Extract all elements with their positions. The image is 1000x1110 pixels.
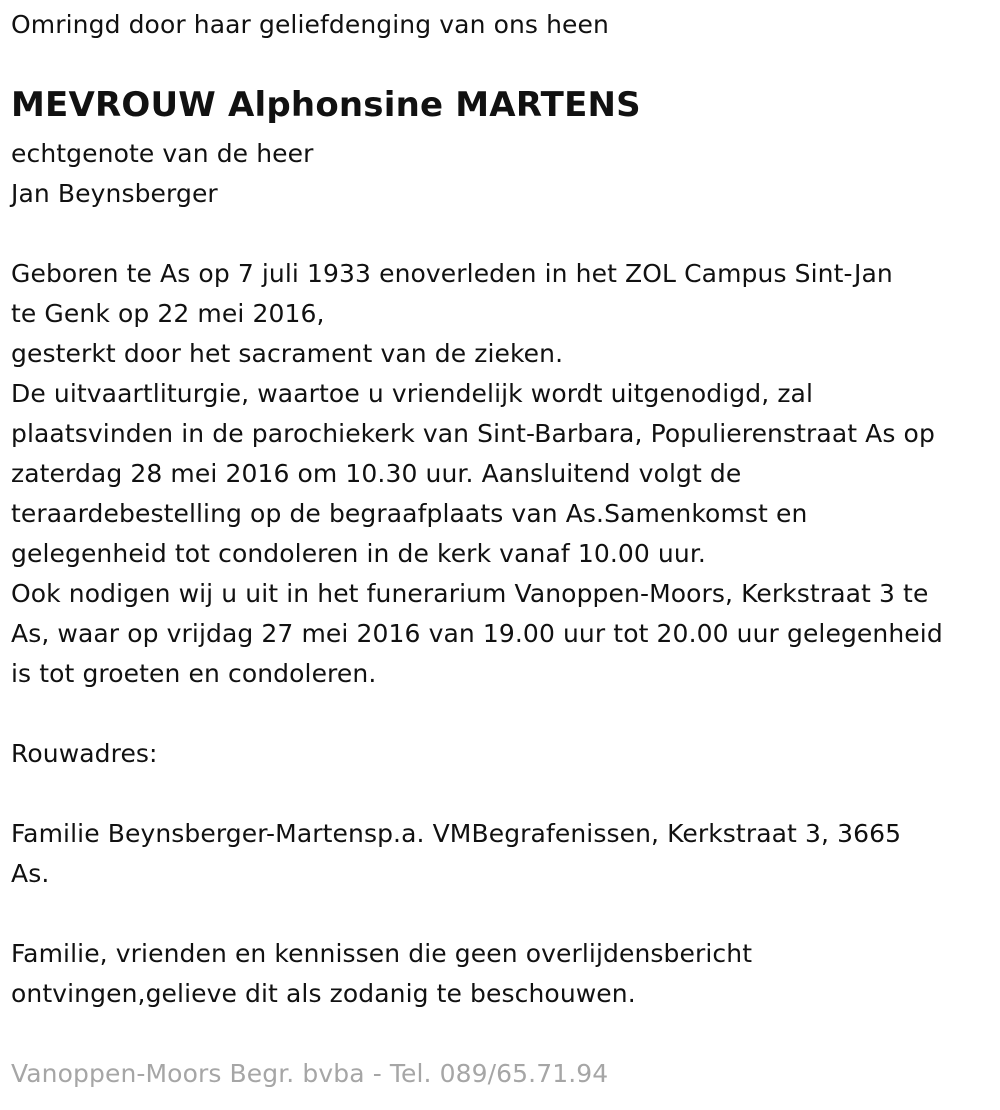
body-line: As, waar op vrijdag 27 mei 2016 van 19.00 uur tot 20.00 uur gelegenheid bbox=[11, 619, 943, 648]
body-line: gelegenheid tot condoleren in de kerk vanaf 10.00 uur. bbox=[11, 539, 706, 568]
body-line: Ook nodigen wij u uit in het funerarium Vanoppen-Moors, Kerkstraat 3 te bbox=[11, 579, 929, 608]
body-line: plaatsvinden in de parochiekerk van Sint-Barbara, Populierenstraat As op bbox=[11, 419, 935, 448]
address-line-2: As. bbox=[11, 859, 50, 888]
spouse-line-1: echtgenote van de heer bbox=[11, 139, 314, 168]
notice-line-1: Familie, vrienden en kennissen die geen overlijdensbericht bbox=[11, 939, 753, 968]
body-line: zaterdag 28 mei 2016 om 10.30 uur. Aansluitend volgt de bbox=[11, 459, 742, 488]
deceased-name: MEVROUW Alphonsine MARTENS bbox=[11, 85, 641, 125]
intro-text: Omringd door haar geliefdenging van ons heen bbox=[11, 10, 609, 39]
address-label: Rouwadres: bbox=[11, 739, 158, 768]
spouse-line-2: Jan Beynsberger bbox=[11, 179, 218, 208]
notice-line-2: ontvingen,gelieve dit als zodanig te beschouwen. bbox=[11, 979, 636, 1008]
body-line: teraardebestelling op de begraafplaats van As.Samenkomst en bbox=[11, 499, 808, 528]
body-line: is tot groeten en condoleren. bbox=[11, 659, 377, 688]
body-line: gesterkt door het sacrament van de zieken. bbox=[11, 339, 564, 368]
address-line-1: Familie Beynsberger-Martensp.a. VMBegrafenissen, Kerkstraat 3, 3665 bbox=[11, 819, 902, 848]
body-line: De uitvaartliturgie, waartoe u vriendelijk wordt uitgenodigd, zal bbox=[11, 379, 814, 408]
body-line: Geboren te As op 7 juli 1933 enoverleden in het ZOL Campus Sint-Jan bbox=[11, 259, 893, 288]
funeral-home-footer: Vanoppen-Moors Begr. bvba - Tel. 089/65.71.94 bbox=[11, 1059, 609, 1088]
body-line: te Genk op 22 mei 2016, bbox=[11, 299, 325, 328]
